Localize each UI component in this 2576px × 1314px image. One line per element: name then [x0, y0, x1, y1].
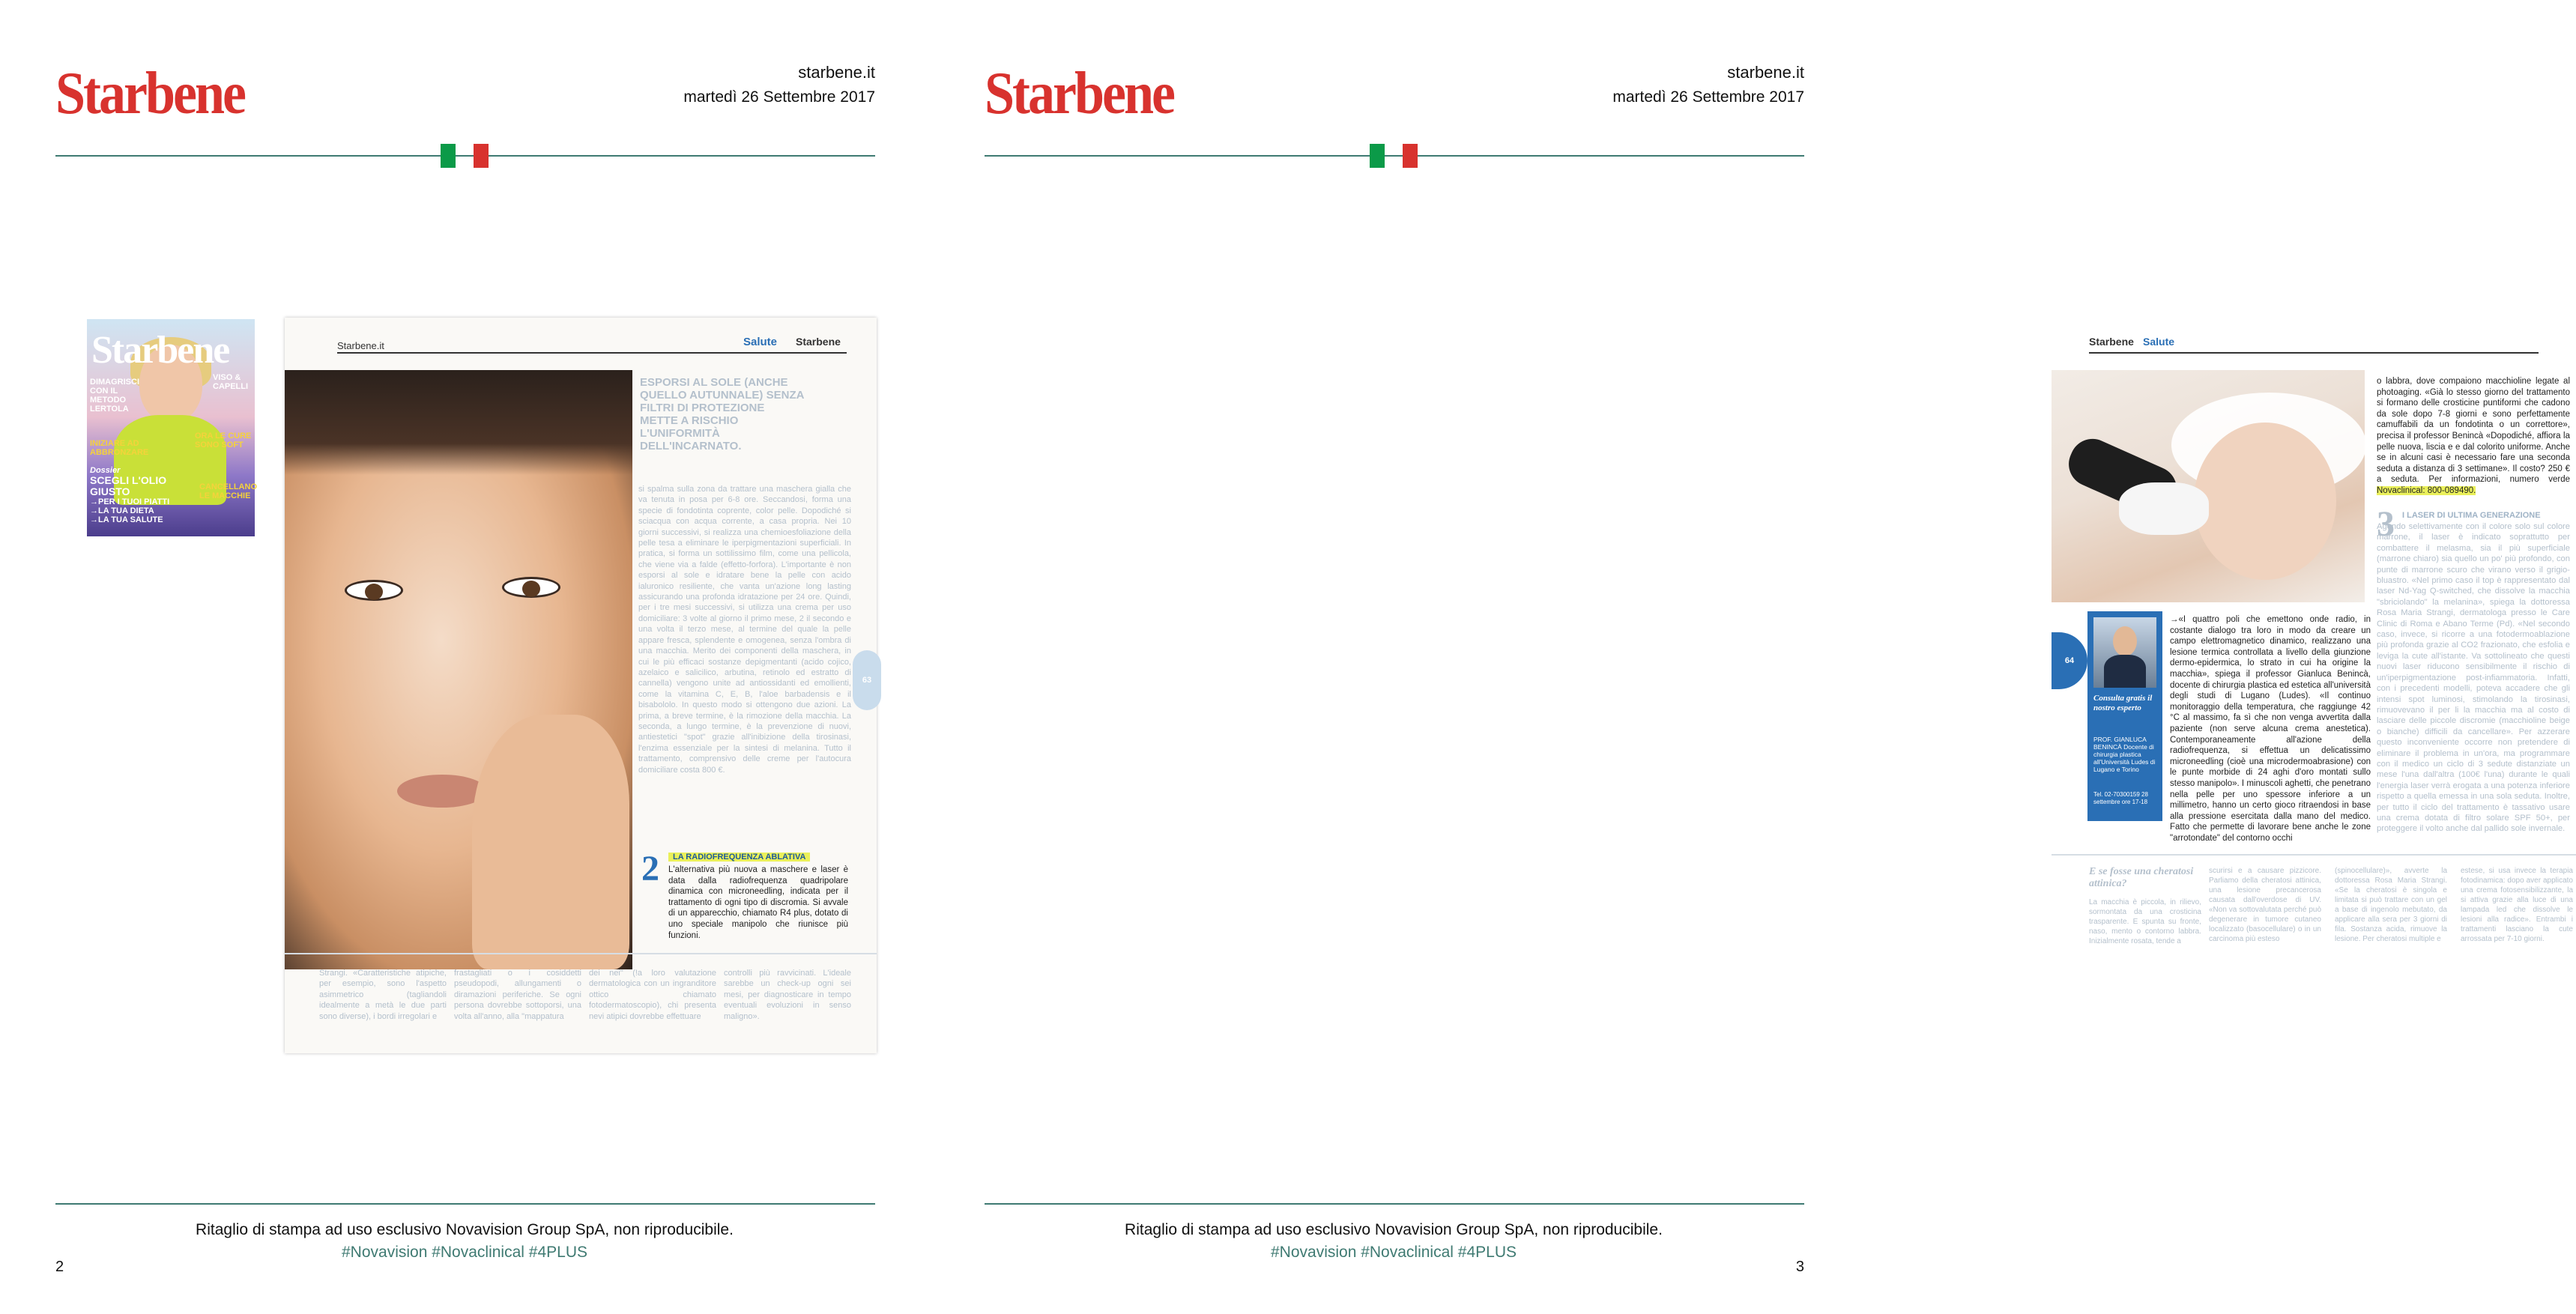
page-left	[0, 0, 929, 1314]
footer-rule	[55, 1203, 875, 1205]
article-body-faded: si spalma sulla zona da trattare una maschera gialla che va tenuta in posa per 6-8 ore. Seccandosi, forma una specie di fondotinta coprente, color pelle. Dopodiché si sciacqua con acqua corrente, a casa propria. Nei 10 giorni successivi, si realizza una chemioesfoliazione della pelle tesa a eliminare le iperpigmentazioni superficiali. In pratica, si forma un sottilissimo film, come una pellicola, che viene via a falde (effetto-forfora). L'importante è non esporsi al sole e idratare bene la pelle con acido ialuronico resiliente, che vanta un'azione long lasting assicurando una profonda idratazione per 24 ore. Quindi, per i tre mesi successivi, si utilizza una crema per uso domiciliare: 3 volte al giorno il primo mese, 2 il secondo e una volta il terzo mese, al termine del quale la pelle appare fresca, splendente e omogenea, senza l'ombra di una macchia. Merito dei componenti della maschera, in cui le più efficaci sostanze depigmentanti (acido cojico, azelaico e salicilico, arbutina, retinolo ed estratto di cannella) vengono unite ad antiossidanti ed emollienti, come la vitamina C, E, B, l'aloe barbadensis e il bisabololo. In questo modo si ottengono due azioni. La prima, a breve termine, è la rimozione della macchia. La seconda, a lungo termine, è la prevenzione di nuovi, antiestetici "spot" grazie all'inibizione della tirosinasi, l'enzima essenziale per la sintesi di melanina. Tutto il trattamento, comprensivo delle creme per l'autocura domiciliare costa 800 €.	[638, 485, 851, 775]
cover-line: INIZIARE AD ABBRONZARE	[90, 439, 149, 457]
box-column: estese, si usa invece la terapia fotodinamica: dopo aver applicato una crema fotosensibilizzante, la si attiva grazie alla luce di una lampada led che dissolve le lesioni alla radice». Entrambi i trattamenti lasciano la cute arrossata per 7-10 giorni.	[2461, 867, 2573, 943]
mag-section: Salute	[2143, 336, 2175, 348]
section-number: 2	[641, 849, 659, 888]
footer-note: Ritaglio di stampa ad uso esclusivo Novavision Group SpA, non riproducibile.	[196, 1221, 734, 1238]
cover-line: CANCELLANO LE MACCHIE	[199, 482, 257, 500]
magazine-cover	[87, 319, 255, 536]
starbene-logo: Starbene	[985, 59, 1173, 127]
mag-header-rule	[337, 352, 847, 354]
article-lead: ESPORSI AL SOLE (ANCHE QUELLO AUTUNNALE) SENZA FILTRI DI PROTEZIONE METTE A RISCHIO L'UNIFORMITÀ DELL'INCARNATO.	[640, 376, 804, 452]
magazine-page-right-scan	[2052, 325, 2576, 1014]
page-right	[929, 0, 2573, 1314]
cover-line: VISO & CAPELLI	[213, 373, 249, 391]
cover-line: Dossier SCEGLI L'OLIO GIUSTO →PER I TUOI PIATTI →LA TUA DIETA →LA TUA SALUTE	[90, 466, 170, 524]
woman-face-photo	[285, 370, 632, 969]
mag-brand: Starbene	[2089, 336, 2134, 348]
radiofrequency-treatment-photo	[2052, 370, 2365, 602]
section-heading: I LASER DI ULTIMA GENERAZIONE	[2402, 511, 2541, 520]
mag-brand: Starbene	[796, 336, 841, 348]
footer-hashtags: #Novavision #Novaclinical #4PLUS	[1270, 1244, 1517, 1261]
cover-title: Starbene	[91, 329, 229, 372]
footer-hashtags: #Novavision #Novaclinical #4PLUS	[341, 1244, 587, 1261]
box-column: (spinocellulare)», avverte la dottoressa Rosa Maria Strangi. «Se la cheratosi è singola e limitata si può trattare con un gel a base di ingenolo mebutato, da applicare alla sera per 3 giorni di fila. Sostanza acida, rimuove la lesione. Per cheratosi multiple e	[2335, 867, 2447, 943]
footer-note: Ritaglio di stampa ad uso esclusivo Novavision Group SpA, non riproducibile.	[1125, 1221, 1663, 1238]
mag-section: Salute	[743, 336, 778, 348]
expert-title: Consulta gratis il nostro esperto	[2093, 694, 2153, 712]
novaclinical-phone: Novaclinical: 800-089490.	[2377, 485, 2476, 495]
section-body-faded: Agendo selettivamente con il colore solo sul colore marrone, il laser è indicato soprattutto per combattere il melasma, sia il più superficiale (marrone chiaro) sia quello un po' più profondo, con punte di marrone scuro che virano verso il grigio-bluastro. «Nel primo caso il top è rappresentato dal laser Nd-Yag Q-switched, che dissolve la macchia "sbriciolando" la melanina», spiega la dottoressa Rosa Maria Strangi, dermatologa presso le Care Clinic di Roma e Abano Terme (Pd). «Nel secondo caso, invece, si ricorre a una fotodermoablazione più profonda grazie al CO2 frazionato, che esfolia e leviga la cute all'istante. Va sottolineato che questi nuovi laser riducono sensibilmente il rischio di un'iperpigmentazione post-infiammatoria. Infatti, con i precedenti modelli, poteva accadere che gli intensi spot luminosi, stimolando la tirosinasi, rimuovevano il per li la macchia ma al costo di lasciare delle piccole discromie (macchioline beige o bianche) difficili da cancellare». Per azzerare questo inconveniente occorre non pretendere di eliminare il problema in un'ora, ma programmare con il medico un ciclo di 3 sedute distanziate un mese l'una dall'altra (100€ l'una) durante le quali l'energia laser verrà erogata a una potenza inferiore rispetto a quella emessa in una sola seduta. Inoltre, per tutto il ciclo del trattamento è tassativo usare una crema dotata di filtro solare SPF 50+, per proteggere il volto anche dal pallido sole invernale.	[2377, 522, 2570, 834]
starbene-logo: Starbene	[55, 59, 244, 127]
page-number: 2	[55, 1259, 64, 1275]
expert-box	[2087, 611, 2162, 821]
italian-flag-icon	[1370, 144, 1421, 168]
page-number-badge: 64	[2052, 632, 2087, 689]
section-number: 3	[2377, 504, 2395, 544]
cover-line: DIMAGRISCI CON IL METODO LERTOLA	[90, 378, 139, 414]
bottom-column: frastagliati o i cosiddetti pseudopodi, allungamenti o diramazioni periferiche. Se ogni persona dovrebbe sottoporsi, una volta all'anno, alla "mappatura	[454, 969, 581, 1021]
page-number-tab: 63	[853, 650, 881, 710]
mag-divider	[2052, 854, 2576, 856]
site-name: starbene.it	[798, 63, 875, 82]
expert-phone: Tel. 02-70300159 28 settembre ore 17-18	[2093, 791, 2148, 805]
magazine-page-left-scan	[285, 318, 877, 1053]
bottom-column: dei nei" (!a loro valutazione dermatologica con un ingranditore ottico chiamato fotodermatoscopio), chi presenta nevi atipici dovrebbe effettuare	[589, 969, 716, 1021]
expert-photo	[2093, 617, 2156, 688]
cover-line: ORA LE CURE SONO SOFT	[195, 432, 252, 449]
page-number: 3	[1795, 1259, 1804, 1275]
box-column: scurirsi e a causare pizzicore. Parliamo della cheratosi attinica, una lesione precancerosa causata dall'overdose di UV. «Non va sottovalutata perché può degenerare in tumore cutaneo localizzato (basocellulare) o in un carcinoma più esteso	[2209, 867, 2321, 943]
bottom-column: Strangi. «Caratteristiche atipiche, per esempio, sono l'aspetto asimmetrico (tagliandoli idealmente a metà le due parti sono diverse), i bordi irregolari e	[319, 969, 447, 1021]
mag-header-rule	[2089, 352, 2539, 354]
article-column: →«I quattro poli che emettono onde radio, in costante dialogo tra loro in modo da creare un campo elettromagnetico dinamico, realizzano una lesione termica controllata a livello della giunzione dermo-epidermica, lo strato in cui ha origine la macchia», spiega il professor Gianluca Benincà, docente di chirurgia plastica ed estetica all'università degli studi di Lugano (Ludes). «Il continuo monitoraggio della temperatura, che raggiunge 42 °C al massimo, fa sì che non venga avvertita dalla paziente (non serve alcuna crema anestetica). Contemporaneamente all'azione della radiofrequenza, si effettua un delicatissimo microneedling (cioè una microdermoabrasione) con le punte morbide di 24 aghi d'oro montati sullo stesso manipolo». I minuscoli aghetti, che penetrano nella pelle per uno spessore inferiore a un millimetro, hanno un certo gioco ritraendosi in base alla pressione esercitata dalla mano del medico. Fatto che permette di lavorare bene anche le zone "arrotondate" del contorno occhi	[2170, 615, 2371, 843]
bottom-column: controlli più ravvicinati. L'ideale sarebbe un check-up ogni sei mesi, per diagnosticare in tempo eventuali evoluzioni in senso maligno».	[724, 969, 851, 1021]
mag-divider	[285, 953, 877, 954]
box-title: E se fosse una cheratosi attinica?	[2089, 866, 2194, 889]
publication-date: martedì 26 Settembre 2017	[1612, 88, 1804, 106]
section-heading: LA RADIOFREQUENZA ABLATIVA	[668, 853, 810, 862]
footer-rule	[985, 1203, 1804, 1205]
italian-flag-icon	[441, 144, 492, 168]
publication-date: martedì 26 Settembre 2017	[683, 88, 875, 106]
mag-site-label: Starbene.it	[337, 340, 384, 351]
expert-name: PROF. GIANLUCA BENINCÀ Docente di chirurgia plastica all'Università Ludes di Lugano e Torino	[2093, 736, 2156, 773]
site-name: starbene.it	[1727, 63, 1804, 82]
section-body: L'alternativa più nuova a maschere e laser è data dalla radiofrequenza quadripolare dinamica con microneedling, indicata per il trattamento di ogni tipo di discromia. Si avvale di un apparecchio, chiamato R4 plus, dotato di uno speciale manipolo che riunisce più funzioni.	[668, 865, 848, 940]
box-column: La macchia è piccola, in rilievo, sormontata da una crosticina trasparente. E spunta su fronte, naso, mento o contorno labbra. Inizialmente rosata, tende a	[2089, 898, 2201, 945]
article-column: o labbra, dove compaiono macchioline legate al photoaging. «Già lo stesso giorno del trattamento si formano delle crosticine puntiformi che cadono da sole dopo 7-8 giorni e sono perfettamente camuffabili da un fondotinta o un correttore», precisa il professor Benincà «Dopodiché, affiora la pelle nuova, liscia e e dal colorito uniforme. Anche se in alcuni casi è necessario fare una seconda seduta a distanza di 3 settimane». Il costo? 250 € a seduta. Per informazioni, numero verde Novaclinical: 800-089490.	[2377, 377, 2570, 495]
